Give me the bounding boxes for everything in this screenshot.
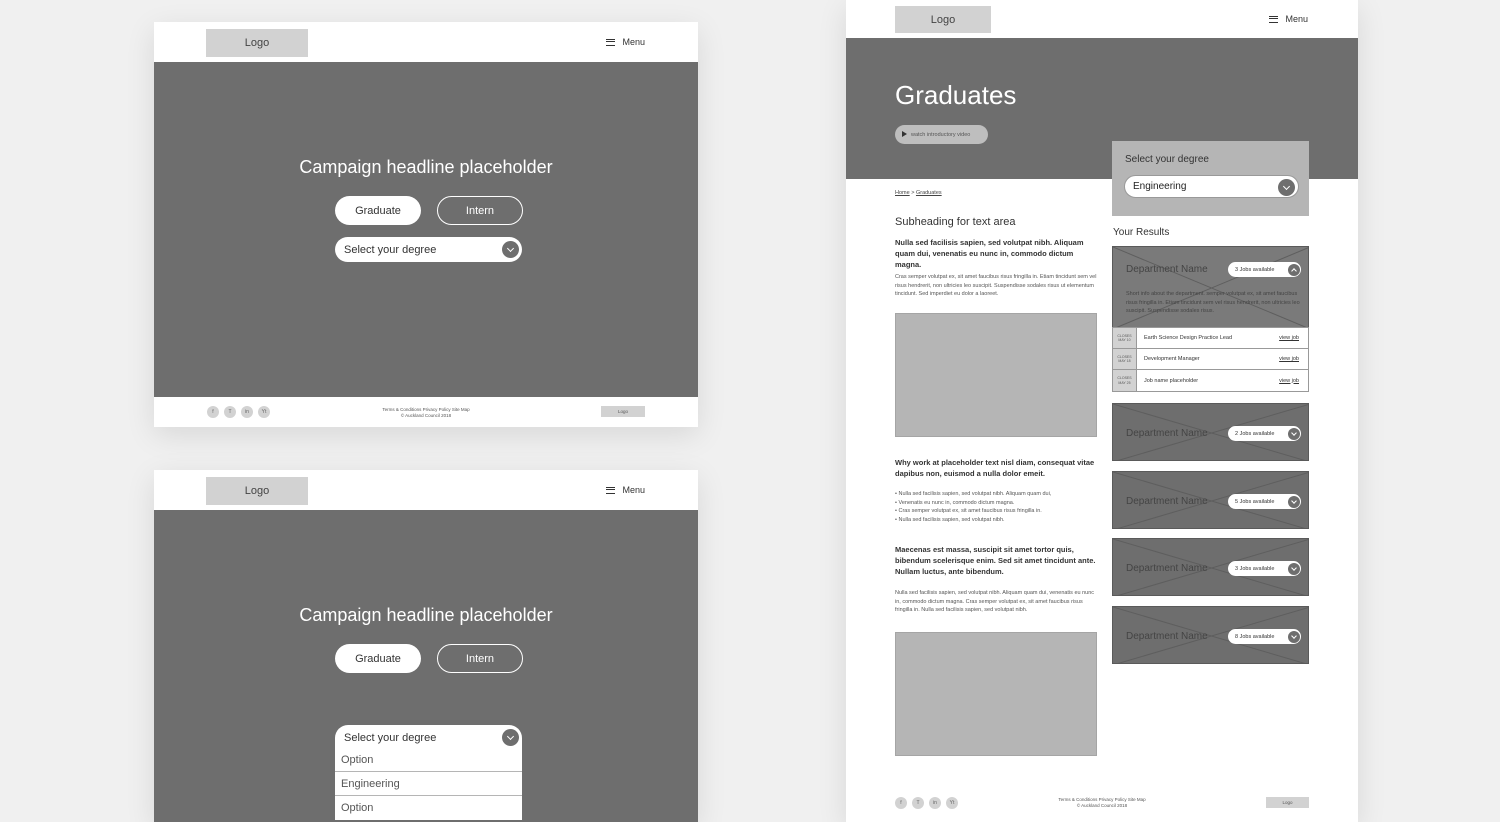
- job-list: [1112, 327, 1309, 392]
- chevron-down-icon: [502, 729, 519, 746]
- closes-label: CLOSES: [1117, 354, 1132, 359]
- hamburger-icon: [1269, 16, 1278, 23]
- job-title: Earth Science Design Practice Lead: [1144, 335, 1233, 341]
- bullet-list: [895, 490, 1097, 524]
- degree-select-label: Select your degree: [344, 243, 437, 256]
- body-paragraph: Nulla sed facilisis sapien, sed volutpat nibh. Aliquam quam dui, venenatis eu nunc in, commodo dictum magna. Cras semper volutpat ex, sit amet faucibus risus fringilla in. Nulla sed facilisis sapien, sed volutpat nibh.: [895, 590, 1095, 613]
- chevron-down-icon: [1288, 563, 1300, 575]
- jobs-available-badge[interactable]: [1228, 426, 1301, 441]
- chevron-down-icon: [1278, 179, 1295, 196]
- twitter-icon[interactable]: T: [912, 797, 924, 809]
- bullet-item: • Nulla sed facilisis sapien, sed volutpat nibh.: [895, 516, 1097, 525]
- header: [154, 22, 698, 62]
- lead-paragraph: Nulla sed facilisis sapien, sed volutpat nibh. Aliquam quam dui, venenatis eu nunc in, commodo dictum magna.: [895, 238, 1084, 269]
- department-card[interactable]: [1112, 606, 1309, 664]
- degree-dropdown-list: [335, 748, 522, 820]
- bullet-item: • Nulla sed facilisis sapien, sed volutpat nibh. Aliquam quam dui,: [895, 490, 1097, 499]
- menu-button[interactable]: [606, 485, 645, 495]
- intern-button[interactable]: Intern: [437, 196, 523, 225]
- job-title: Job name placeholder: [1144, 377, 1199, 384]
- chevron-down-icon: [1288, 428, 1300, 440]
- view-job-link[interactable]: view job: [1279, 335, 1299, 341]
- campaign-headline: Campaign headline placeholder: [299, 605, 553, 625]
- dropdown-option-engineering[interactable]: Engineering: [335, 772, 522, 796]
- bullet-item: • Venenatis eu nunc in, commodo dictum magna.: [895, 499, 1097, 508]
- facebook-icon[interactable]: f: [895, 797, 907, 809]
- jobs-available-badge[interactable]: [1228, 629, 1301, 644]
- jobs-count: 8 Jobs available: [1235, 633, 1275, 640]
- breadcrumb-separator: >: [909, 190, 916, 196]
- chevron-down-icon: [502, 241, 519, 258]
- menu-label: Menu: [622, 485, 645, 495]
- landing-dropdown-frame: [154, 470, 698, 822]
- department-name: Department Name: [1126, 496, 1208, 507]
- footer-legal-links[interactable]: Terms & Conditions Privacy Policy Site Map: [382, 407, 470, 412]
- footer-copyright: © Auckland Council 2018: [1076, 802, 1128, 808]
- footer: [846, 782, 1358, 822]
- footer-logo: Logo: [1266, 797, 1309, 808]
- view-job-link[interactable]: view job: [1279, 377, 1299, 384]
- graduate-button[interactable]: Graduate: [335, 644, 421, 673]
- hamburger-icon: [606, 487, 615, 494]
- youtube-icon[interactable]: Yt: [946, 797, 958, 809]
- department-name: Department Name: [1126, 428, 1208, 439]
- job-close-date: [1113, 328, 1137, 348]
- job-row: [1113, 349, 1308, 370]
- degree-panel: [1112, 141, 1309, 216]
- footer-legal-links[interactable]: Terms & Conditions Privacy Policy Site Map: [1058, 797, 1146, 802]
- jobs-available-badge[interactable]: [1228, 561, 1301, 576]
- image-placeholder: [895, 632, 1097, 756]
- page-title: Graduates: [895, 80, 1017, 110]
- landing-page-frame: [154, 22, 698, 427]
- degree-select[interactable]: [1124, 175, 1299, 198]
- job-close-date: [1113, 370, 1137, 391]
- job-row: [1113, 328, 1308, 349]
- watch-video-button[interactable]: watch introductory video: [895, 125, 988, 144]
- twitter-icon[interactable]: T: [224, 406, 236, 418]
- chevron-down-icon: [1288, 496, 1300, 508]
- dropdown-option[interactable]: Option: [341, 802, 374, 814]
- graduate-button[interactable]: Graduate: [335, 196, 421, 225]
- footer: [154, 397, 698, 427]
- closes-label: CLOSES: [1117, 376, 1132, 380]
- chevron-up-icon: [1288, 264, 1300, 276]
- jobs-count: 5 Jobs available: [1235, 498, 1275, 505]
- results-title: Your Results: [1113, 227, 1170, 238]
- logo[interactable]: Logo: [206, 29, 308, 57]
- hero-banner: [154, 510, 698, 822]
- youtube-icon[interactable]: Yt: [258, 406, 270, 418]
- body-paragraph: Cras semper volutpat ex, sit amet faucibus risus fringilla in. Etiam tincidunt sem vel risus hendrerit, non ultricies leo suscipit. Suspendisse sodales risus ut elementum tincidunt. Sed imperdiet eu dolor a laoreet.: [895, 274, 1097, 297]
- department-card[interactable]: [1112, 471, 1309, 529]
- jobs-count: 3 Jobs available: [1235, 565, 1275, 572]
- job-close-date: [1113, 349, 1137, 369]
- why-work-paragraph: Why work at placeholder text nisl diam, consequat vitae dapibus non, euismod a nulla dolor emeit.: [895, 458, 1095, 478]
- header: [846, 0, 1358, 38]
- subheading: Subheading for text area: [895, 216, 1016, 228]
- facebook-icon[interactable]: f: [207, 406, 219, 418]
- chevron-down-icon: [1288, 631, 1300, 643]
- placeholder-cross-icon: [1113, 247, 1309, 328]
- department-description: Short info about the department. semper volutpat ex, sit amet faucibus risus fringilla in. Etiam tincidunt sem vel risus hendrerit, non ultricies leo suscipit. Suspendisse sodales risus.: [1126, 291, 1300, 314]
- breadcrumb-current[interactable]: Graduates: [915, 190, 942, 196]
- bullet-item: • Cras semper volutpat ex, sit amet faucibus risus fringilla in.: [895, 507, 1097, 516]
- department-name: Department Name: [1126, 264, 1208, 275]
- department-card-expanded[interactable]: [1112, 246, 1309, 328]
- job-title: Development Manager: [1144, 356, 1200, 362]
- graduates-page-frame: [846, 0, 1358, 822]
- degree-panel-label: Select your degree: [1125, 154, 1209, 165]
- campaign-headline: Campaign headline placeholder: [299, 157, 553, 177]
- menu-label: Menu: [622, 37, 645, 47]
- department-card[interactable]: [1112, 403, 1309, 461]
- close-date: MAY 25: [1118, 380, 1131, 385]
- menu-label: Menu: [1285, 14, 1308, 24]
- degree-select-label: Select your degree: [344, 731, 437, 744]
- department-card[interactable]: [1112, 538, 1309, 596]
- linkedin-icon[interactable]: in: [241, 406, 253, 418]
- closes-label: CLOSES: [1117, 333, 1132, 338]
- department-name: Department Name: [1126, 631, 1208, 642]
- close-date: MAY 18: [1118, 359, 1131, 363]
- logo[interactable]: Logo: [206, 477, 308, 505]
- jobs-count: 3 Jobs available: [1235, 266, 1275, 273]
- intern-button[interactable]: Intern: [437, 644, 523, 673]
- hamburger-icon: [606, 39, 615, 46]
- menu-button[interactable]: [606, 37, 645, 47]
- degree-select-value: Engineering: [1133, 181, 1187, 192]
- breadcrumb: [895, 190, 942, 196]
- close-date: MAY 10: [1118, 338, 1131, 342]
- job-row: [1113, 370, 1308, 391]
- image-placeholder: [895, 313, 1097, 437]
- view-job-link[interactable]: view job: [1279, 356, 1299, 362]
- footer-copyright: © Auckland Council 2018: [400, 412, 452, 418]
- degree-select[interactable]: [335, 725, 522, 750]
- jobs-count: 2 Jobs available: [1235, 430, 1275, 437]
- footer-logo: Logo: [601, 406, 645, 417]
- lead-paragraph: Maecenas est massa, suscipit sit amet tortor quis, bibendum scelerisque enim. Sed sit amet tincidunt ante. Nullam luctus, ante bibendum.: [895, 545, 1096, 576]
- department-name: Department Name: [1126, 563, 1208, 574]
- jobs-available-badge[interactable]: [1228, 494, 1301, 509]
- linkedin-icon[interactable]: in: [929, 797, 941, 809]
- header: [154, 470, 698, 510]
- jobs-available-badge[interactable]: [1228, 262, 1301, 277]
- breadcrumb-home[interactable]: Home: [895, 190, 910, 196]
- hero-banner: [154, 62, 698, 397]
- menu-button[interactable]: [1269, 14, 1308, 24]
- degree-select[interactable]: [335, 237, 522, 262]
- logo[interactable]: Logo: [895, 6, 991, 33]
- dropdown-option[interactable]: Option: [335, 748, 522, 772]
